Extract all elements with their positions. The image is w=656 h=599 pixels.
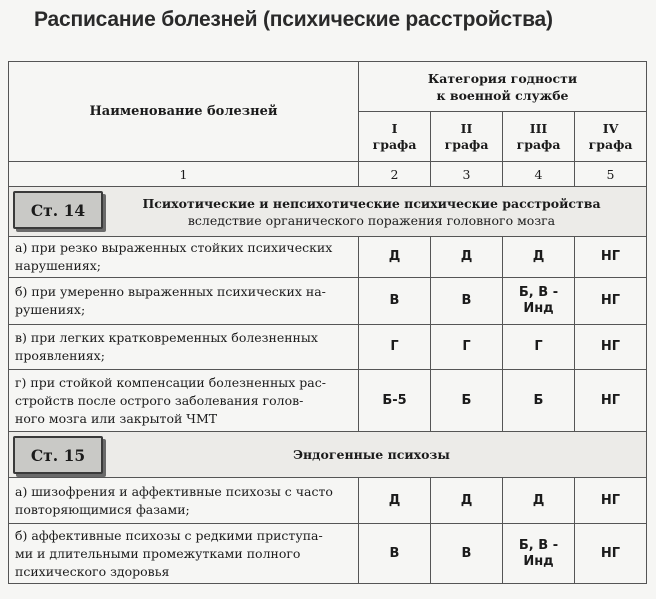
category-value: Г — [431, 325, 503, 370]
category-value: В — [359, 524, 431, 584]
disease-description: в) при легких кратковременных болезненных проявлениях; — [9, 325, 359, 370]
table-row — [9, 278, 647, 325]
category-value: Г — [503, 325, 575, 370]
category-value: Б-5 — [359, 370, 431, 432]
page-title: Расписание болезней (психические расстройства) — [34, 8, 553, 31]
category-value: Д — [431, 478, 503, 524]
category-value: Д — [503, 478, 575, 524]
disease-schedule-table — [8, 61, 647, 584]
category-value: Б, В - Инд — [503, 524, 575, 584]
article-badge: Ст. 15 — [13, 436, 103, 474]
category-value: Б, В - Инд — [503, 278, 575, 325]
table-row — [9, 325, 647, 370]
category-value: НГ — [575, 237, 647, 278]
table-row — [9, 524, 647, 584]
category-value: НГ — [575, 370, 647, 432]
section-header — [9, 432, 647, 478]
column-number: 2 — [359, 162, 431, 187]
category-value: Б — [503, 370, 575, 432]
disease-description: б) аффективные психозы с редкими приступа- ми и длительными промежутками полного психического здоровья — [9, 524, 359, 584]
header-disease-name: Наименование болезней — [9, 62, 359, 162]
table-row — [9, 478, 647, 524]
table-row — [9, 370, 647, 432]
disease-description: а) шизофрения и аффективные психозы с часто повторяющимися фазами; — [9, 478, 359, 524]
column-number: 3 — [431, 162, 503, 187]
category-value: Д — [431, 237, 503, 278]
category-value: НГ — [575, 278, 647, 325]
category-value: Б — [431, 370, 503, 432]
disease-description: б) при умеренно выраженных психических на- рушениях; — [9, 278, 359, 325]
column-number: 1 — [9, 162, 359, 187]
column-number: 5 — [575, 162, 647, 187]
category-value: Д — [359, 478, 431, 524]
category-value: НГ — [575, 524, 647, 584]
category-value: Г — [359, 325, 431, 370]
category-value: В — [359, 278, 431, 325]
disease-description: г) при стойкой компенсации болезненных рас- стройств после острого заболевания голов- ного мозга или закрытой ЧМТ — [9, 370, 359, 432]
header-column-4: IV графа — [575, 112, 647, 162]
table-row — [9, 237, 647, 278]
category-value: Д — [359, 237, 431, 278]
category-value: НГ — [575, 325, 647, 370]
header-column-3: III графа — [503, 112, 575, 162]
header-fitness-category: Категория годности к военной службе — [359, 62, 647, 112]
disease-description: а) при резко выраженных стойких психических нарушениях; — [9, 237, 359, 278]
section-subtitle: вследствие органического поражения головного мозга — [187, 212, 556, 228]
category-value: НГ — [575, 478, 647, 524]
header-column-2: II графа — [431, 112, 503, 162]
section-title: Психотические и непсихотические психические расстройства — [142, 195, 601, 211]
category-value: Д — [503, 237, 575, 278]
header-column-1: I графа — [359, 112, 431, 162]
category-value: В — [431, 278, 503, 325]
section-header — [9, 187, 647, 237]
category-value: В — [431, 524, 503, 584]
section-title: Эндогенные психозы — [293, 447, 450, 462]
column-number: 4 — [503, 162, 575, 187]
article-badge: Ст. 14 — [13, 191, 103, 229]
